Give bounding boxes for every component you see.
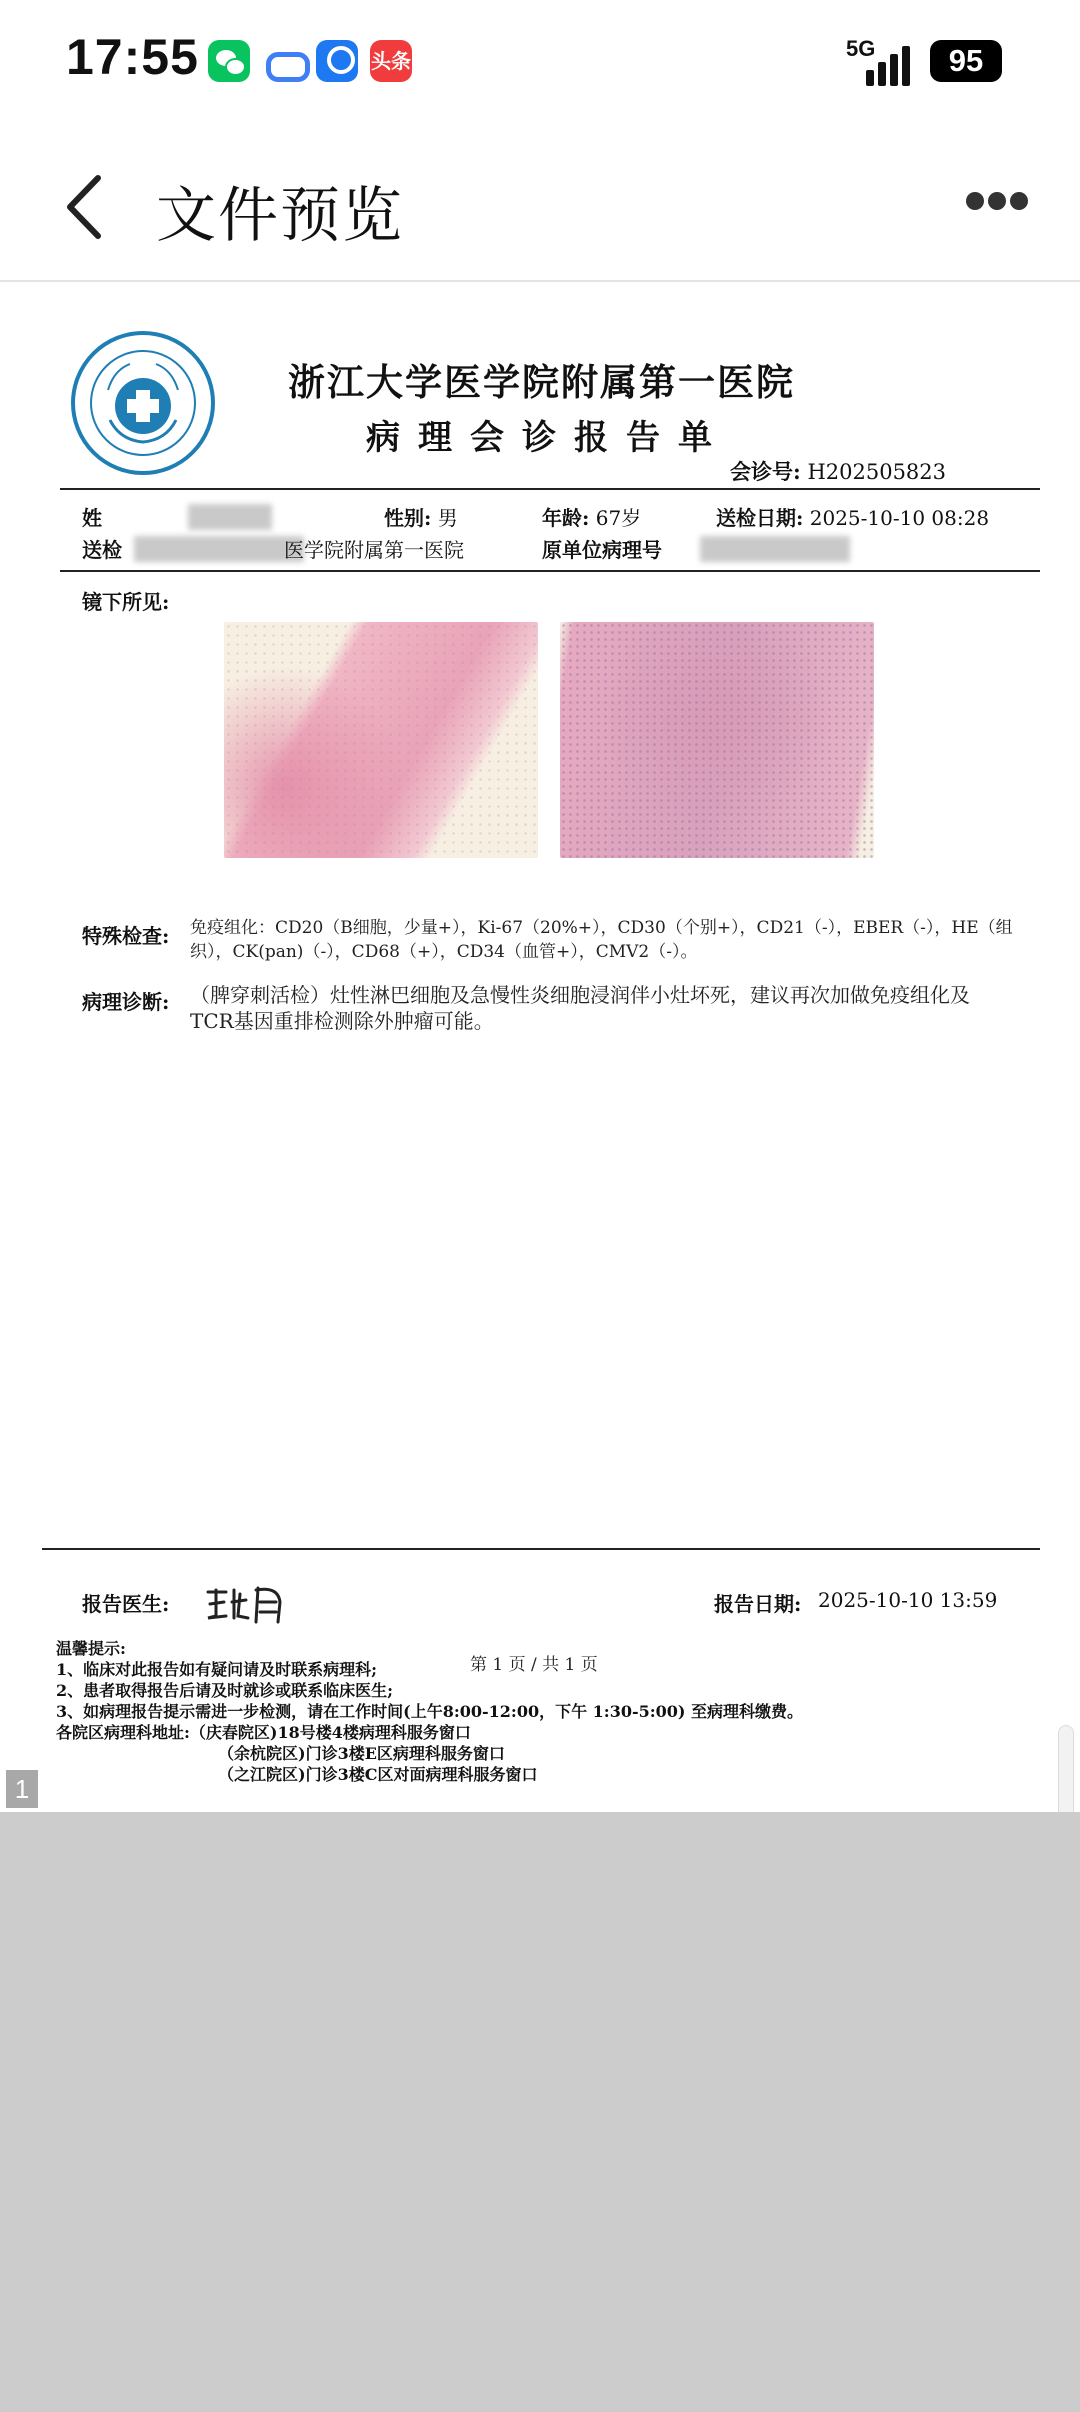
signal-icon — [846, 36, 916, 86]
diagnosis-text: （脾穿刺活检）灶性淋巴细胞及急慢性炎细胞浸润伴小灶坏死，建议再次加做免疫组化及 TCR基因重排检测除外肿瘤可能。 — [190, 983, 970, 1033]
sender-label: 送检 — [82, 538, 122, 562]
address-line-1: 各院区病理科地址:（庆春院区)18号楼4楼病理科服务窗口 — [56, 1723, 471, 1742]
age-field: 年龄: 67岁 — [542, 506, 642, 530]
toutiao-icon: 头条 — [370, 40, 412, 82]
gender-field: 性别: 男 — [384, 506, 458, 530]
network-type: 5G — [846, 36, 876, 61]
hospital-logo — [70, 330, 216, 476]
original-pathology-label: 原单位病理号 — [542, 538, 662, 562]
document-preview — [40, 300, 1040, 1810]
report-date-value: 2025-10-10 13:59 — [818, 1588, 998, 1612]
cloud-icon — [262, 40, 304, 82]
sender-value: 医学院附属第一医院 — [284, 538, 464, 562]
note-line-1: 1、临床对此报告如有疑问请及时联系病理科; — [56, 1660, 378, 1679]
special-exam-label: 特殊检查: — [82, 924, 170, 948]
battery-indicator: 95 — [930, 40, 1002, 82]
note-line-2: 2、患者取得报告后请及时就诊或联系临床医生; — [56, 1681, 394, 1700]
viewer-background — [0, 1812, 1080, 2412]
divider-info — [60, 570, 1040, 572]
back-arrow-icon[interactable] — [58, 172, 118, 242]
address-line-3: （之江院区)门诊3楼C区对面病理科服务窗口 — [218, 1765, 538, 1784]
notes-title: 温馨提示: — [56, 1639, 126, 1658]
status-bar — [0, 0, 1080, 130]
original-no-redaction — [700, 536, 850, 562]
histology-image-2 — [560, 622, 874, 858]
consult-number — [730, 456, 946, 486]
diagnosis-label: 病理诊断: — [82, 990, 170, 1014]
doctor-signature — [204, 1582, 290, 1626]
page-number-badge: 1 — [6, 1770, 38, 1808]
nav-bar — [0, 130, 1080, 282]
sender-redaction — [134, 536, 304, 562]
consult-value: H202505823 — [807, 460, 947, 484]
name-redaction — [188, 504, 272, 530]
name-label: 姓 — [82, 506, 102, 530]
report-title: 病理会诊报告单 — [366, 418, 730, 458]
more-options-icon[interactable] — [966, 192, 1028, 212]
note-line-3: 3、如病理报告提示需进一步检测，请在工作时间(上午8:00-12:00，下午 1:30-5:00) 至病理科缴费。 — [56, 1702, 804, 1721]
hospital-name: 浙江大学医学院附属第一医院 — [288, 360, 795, 404]
special-exam-text: 免疫组化：CD20（B细胞，少量+），Ki-67（20%+），CD30（个别+），CD21（-），EBER（-），HE（组 织），CK(pan)（-），CD68（+），CD34（血管+），CMV2（-）。 — [190, 918, 1013, 962]
consult-label: 会诊号: — [730, 459, 801, 484]
divider-footer — [42, 1548, 1040, 1550]
histology-image-1 — [224, 622, 538, 858]
microscope-label: 镜下所见: — [82, 590, 170, 614]
address-line-2: （余杭院区)门诊3楼E区病理科服务窗口 — [218, 1744, 505, 1763]
submit-date-field: 送检日期: 2025-10-10 08:28 — [716, 506, 990, 530]
page-indicator: 第 1 页 / 共 1 页 — [470, 1655, 598, 1675]
status-time: 17:55 — [66, 29, 199, 85]
hangzhou-app-icon — [316, 40, 358, 82]
report-date-label: 报告日期: — [714, 1592, 802, 1616]
wechat-icon — [208, 40, 250, 82]
page-title: 文件预览 — [156, 181, 404, 251]
doctor-label: 报告医生: — [82, 1592, 170, 1616]
divider-top — [60, 488, 1040, 490]
